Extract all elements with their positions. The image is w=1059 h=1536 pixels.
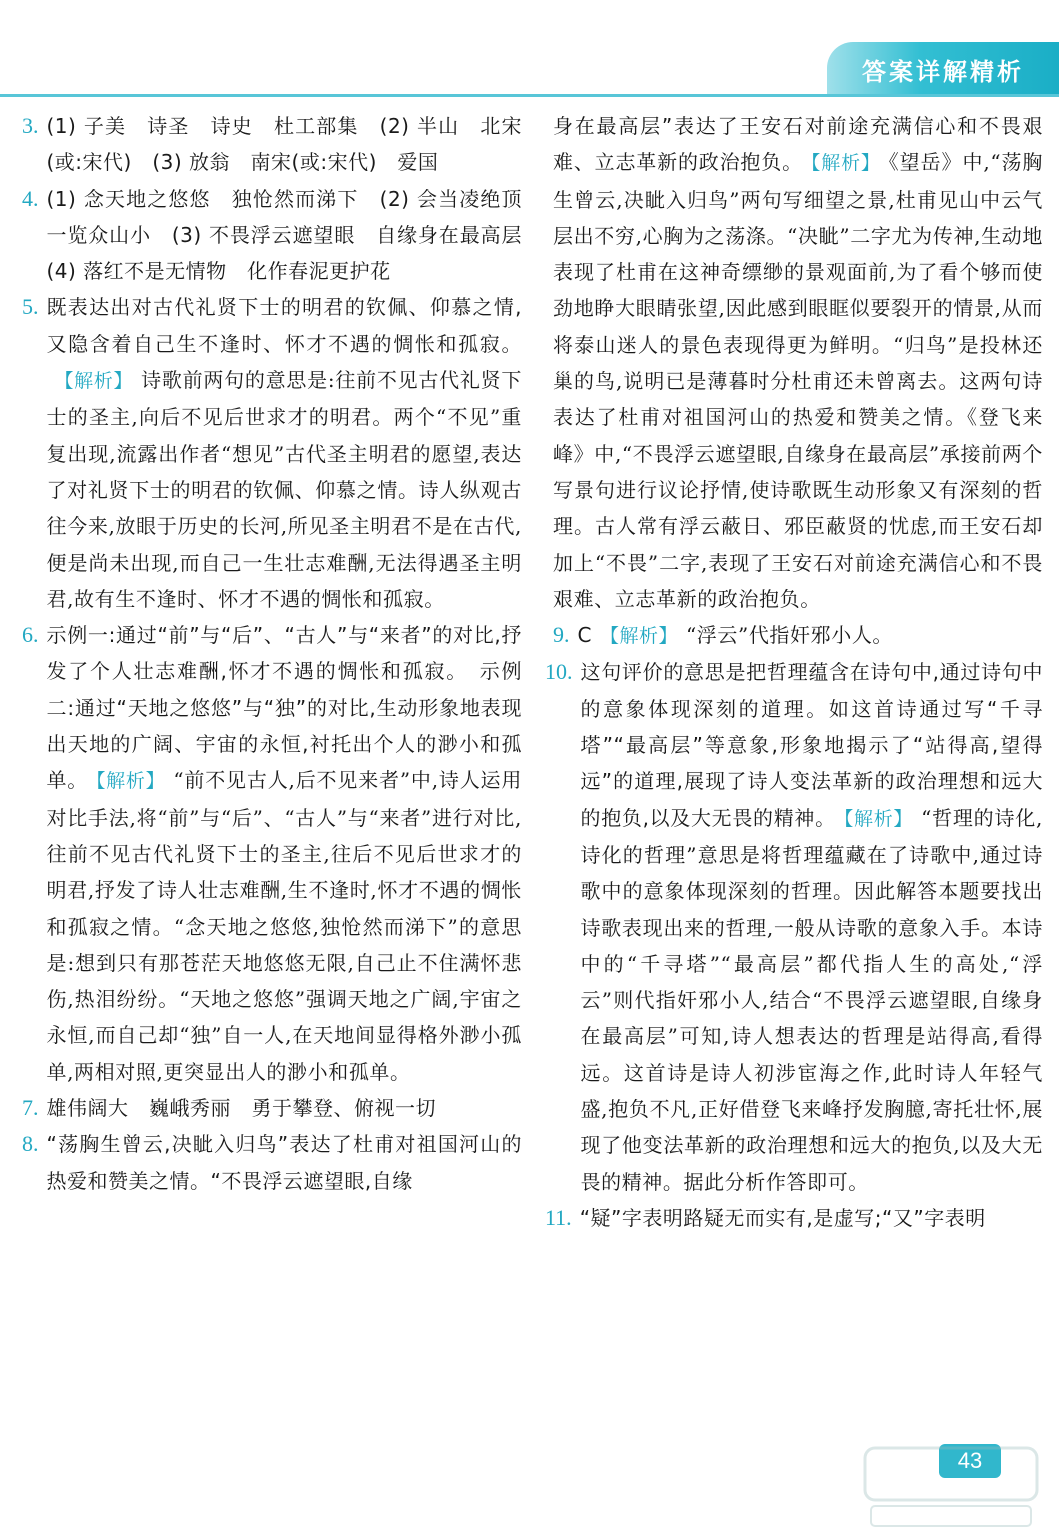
header-title: 答案详解精析: [862, 57, 1024, 86]
answer-item: [22, 1090, 522, 1126]
question-number: 6.: [22, 622, 39, 648]
explanation-text: “浮云”代指奸邪小人。: [685, 623, 894, 648]
answer-text: [47, 617, 523, 1090]
answer-text: [47, 1126, 523, 1199]
explanation-tag: 【解析】: [810, 152, 881, 175]
answer-text: [47, 1090, 437, 1126]
question-number: 3.: [22, 113, 39, 138]
answer-body: 示例一:通过“前”与“后”、“古人”与“来者”的对比,抒发了个人壮志难酬,怀才不遇的惆怅和孤寂。 示例二:通过“天地之悠悠”与“独”的对比,生动形象地表现出天地的广阔、宇宙的永恒,衬托出个人的渺小和孤单。: [46, 623, 522, 793]
question-number: 7.: [22, 1095, 39, 1121]
header-divider: [0, 94, 1059, 97]
answer-item: [553, 617, 1043, 654]
answer-body: C: [577, 623, 592, 648]
answer-body: (1) 子美 诗圣 诗史 杜工部集 (2) 半山 北宋(或:宋代) (3) 放翁 南宋(或:宋代) 爱国: [46, 114, 522, 175]
explanation-text: “前不见古人,后不见来者”中,诗人运用对比手法,将“前”与“后”、“古人”与“来者”进行对比,往前不见古代礼贤下士的圣主,往后不见后世求才的明君,抒发了诗人壮志难酬,生不逢时,怀才不遇的惆怅和孤寂之情。“念天地之悠悠,独怆然而涕下”的意思是:想到只有那苍茫天地悠悠无限,自己止不住满怀悲伤,热泪纷纷。“天地之悠悠”强调天地之广阔,宇宙之永恒,而自己却“独”自一人,在天地间显得格外渺小孤单,两相对照,更突显出人的渺小和孤单。: [46, 768, 522, 1084]
explanation-text: 诗歌前两句的意思是:往前不见古代礼贤下士的圣主,向后不见后世求才的明君。两个“不见”重复出现,流露出作者“想见”古代圣主明君的愿望,表达了对礼贤下士的明君的钦佩、仰慕之情。诗人纵观古往今来,放眼于历史的长河,所见圣主明君不是在古代,便是尚未出现,而自己一生壮志难酬,无法得遇圣主明君,故有生不逢时、怀才不遇的惆怅和孤寂。: [46, 368, 522, 611]
explanation-tag: 【解析】: [95, 770, 166, 793]
question-number: 10.: [545, 659, 573, 685]
answer-text: [581, 654, 1044, 1199]
explanation-tag: 【解析】: [599, 625, 678, 648]
question-number: 11.: [545, 1204, 572, 1230]
question-number: 4.: [22, 185, 39, 211]
answer-body: 既表达出对古代礼贤下士的明君的钦佩、仰慕之情,又隐含着自己生不逢时、怀才不遇的惆怅和孤寂。: [46, 295, 522, 356]
answer-item: [22, 1126, 522, 1199]
answer-text: [47, 289, 523, 617]
answer-body: “荡胸生曾云,决眦入归鸟”表达了杜甫对祖国河山的热爱和赞美之情。“不畏浮云遮望眼,自缘: [46, 1132, 522, 1193]
answer-item: [545, 654, 1043, 1199]
left-column: [22, 108, 543, 1199]
answer-body: 雄伟阔大 巍峨秀丽 勇于攀登、俯视一切: [46, 1096, 436, 1121]
answer-text: [47, 108, 523, 181]
answer-body: 身在最高层”表达了王安石对前途充满信心和不畏艰难、立志革新的政治抱负。: [553, 114, 1043, 175]
explanation-text: “哲理的诗化,诗化的哲理”意思是将哲理蕴藏在了诗歌中,通过诗歌中的意象体现深刻的哲理。因此解答本题要找出诗歌表现出来的哲理,一般从诗歌的意象入手。本诗中的“千寻塔”“最高层”都代指人生的高处,“浮云”则代指奸邪小人,结合“不畏浮云遮望眼,自缘身在最高层”可知,诗人想表达的哲理是站得高,看得远。这首诗是诗人初涉宦海之作,此时诗人年轻气盛,抱负不凡,正好借登飞来峰抒发胸臆,寄托壮怀,展现了他变法革新的政治理想和远大的抱负,以及大无畏的精神。据此分析作答即可。: [580, 805, 1043, 1194]
explanation-tag: 【解析】: [54, 370, 134, 393]
answer-item: [22, 181, 543, 290]
page-header: [0, 0, 1059, 98]
question-number: 9.: [553, 622, 570, 648]
answer-body: 这句评价的意思是把哲理蕴含在诗句中,通过诗句中的意象体现深刻的道理。如这首诗通过写“千寻塔”“最高层”等意象,形象地揭示了“站得高,望得远”的道理,展现了诗人变法革新的政治理想和远大的抱负,以及大无畏的精神。: [580, 660, 1043, 830]
answer-body: “疑”字表明路疑无而实有,是虚写;“又”字表明: [579, 1205, 986, 1230]
answer-item: [22, 617, 522, 1090]
answer-item: [22, 108, 522, 181]
page-number: 43: [939, 1444, 1001, 1478]
explanation-text: 《望岳》中,“荡胸生曾云,决眦入归鸟”两句写细望之景,杜甫见山中云气层出不穷,心胸为之荡涤。“决眦”二字尤为传神,生动地表现了杜甫在这神奇缥缈的景观面前,为了看个够而使劲地睁大眼睛张望,因此感到眼眶似要裂开的情景,从而将泰山迷人的景色表现得更为鲜明。“归鸟”是投林还巢的鸟,说明已是薄暮时分杜甫还未曾离去。这两句诗表达了杜甫对祖国河山的热爱和赞美之情。《登飞来峰》中,“不畏浮云遮望眼,自缘身在最高层”承接前两个写景句进行议论抒情,使诗歌既生动形象又有深刻的哲理。古人常有浮云蔽日、邪臣蔽贤的忧虑,而王安石却加上“不畏”二字,表现了王安石对前途充满信心和不畏艰难、立志革新的政治抱负。: [553, 150, 1043, 611]
right-column: [545, 108, 1043, 1236]
watermark-logo: [861, 1442, 1041, 1530]
question-number: 8.: [22, 1131, 39, 1157]
answer-text: [578, 617, 894, 654]
answer-text: [580, 1200, 986, 1236]
answer-item: [22, 289, 522, 617]
answer-text: [553, 108, 1043, 617]
answer-item: [545, 1200, 1043, 1236]
answer-item: [553, 108, 1043, 617]
answer-body: (1) 念天地之悠悠 独怆然而涕下 (2) 会当凌绝顶 一览众山小 (3) 不畏浮云遮望眼 自缘身在最高层 (4) 落红不是无情物 化作春泥更护花: [46, 186, 543, 284]
answer-text: [46, 181, 543, 290]
question-number: 5.: [22, 294, 39, 320]
header-tab: [827, 42, 1059, 96]
explanation-tag: 【解析】: [843, 807, 914, 830]
